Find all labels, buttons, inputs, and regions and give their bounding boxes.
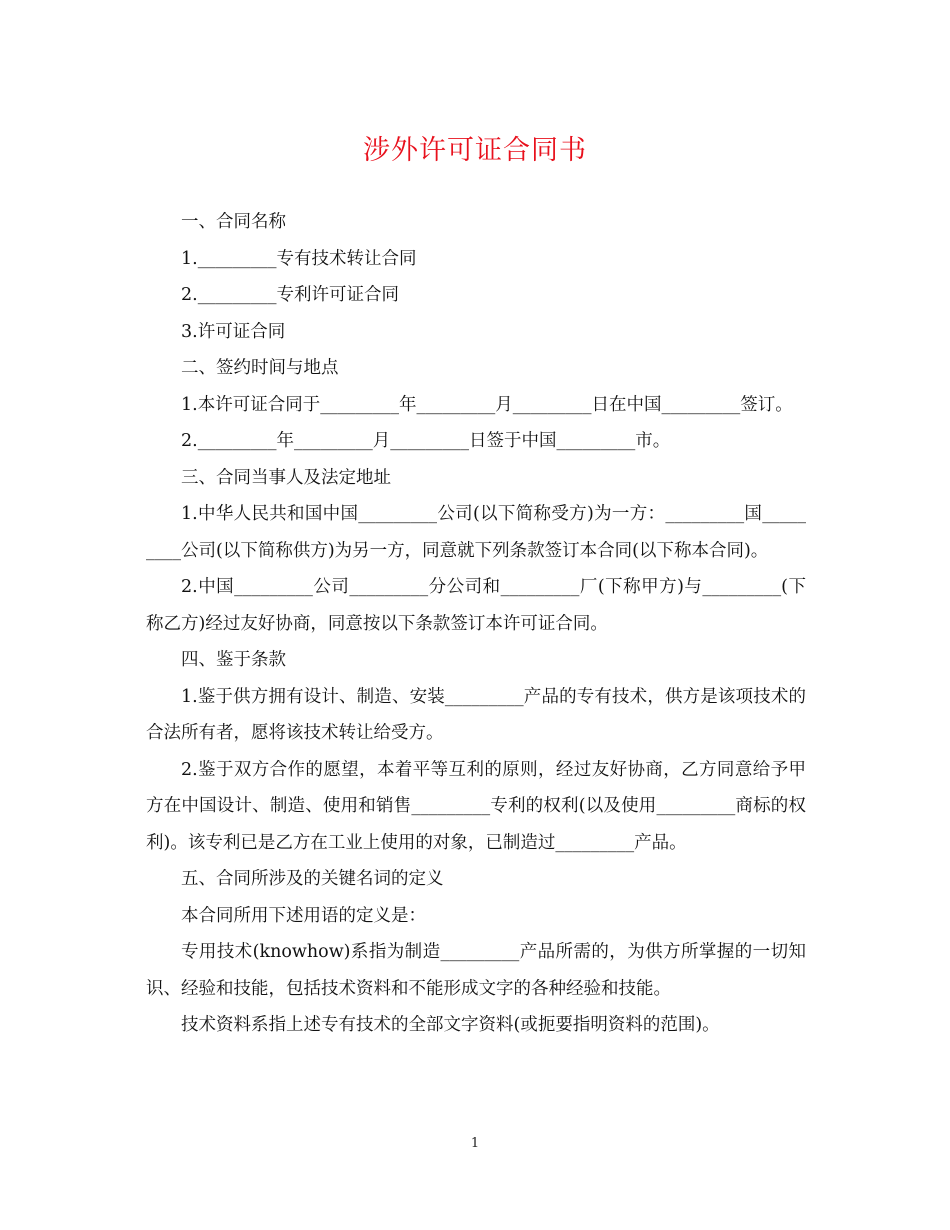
section-heading-parties: 三、合同当事人及法定地址: [181, 467, 391, 488]
section-heading-recitals: 四、鉴于条款: [181, 650, 286, 670]
paragraph: 2.中国_________公司_________分公司和_________厂(下称甲方)与_________(下称乙方)经过友好协商，同意按以下条款签订本许可证合同。: [146, 577, 806, 634]
paragraph: 1.本许可证合同于_________年_________月_________日在中国_________签订。: [181, 394, 793, 415]
paragraph: 3.许可证合同: [181, 321, 286, 342]
section-heading-signing-time-place: 二、签约时间与地点: [181, 358, 339, 378]
paragraph: 2._________年_________月_________日签于中国_________市。: [181, 431, 671, 451]
page-number: 1: [470, 1136, 480, 1151]
section-heading-definitions: 五、合同所涉及的关键名词的定义: [181, 869, 444, 889]
paragraph: 2._________专利许可证合同: [181, 285, 399, 305]
paragraph: 1._________专有技术转让合同: [181, 248, 417, 269]
document-body: [146, 204, 806, 1044]
paragraph: 2.鉴于双方合作的愿望，本着平等互利的原则，经过友好协商，乙方同意给予甲方在中国设计、制造、使用和销售_________专利的权利(以及使用_________商标的权利)。该专利已是乙方在工业上使用的对象，已制造过_________产品。: [146, 759, 806, 853]
paragraph: 本合同所用下述用语的定义是：: [181, 905, 426, 926]
paragraph: 专用技术(knowhow)系指为制造_________产品所需的，为供方所掌握的一切知识、经验和技能，包括技术资料和不能形成文字的各种经验和技能。: [146, 942, 806, 999]
paragraph: 1.鉴于供方拥有设计、制造、安装_________产品的专有技术，供方是该项技术的合法所有者，愿将该技术转让给受方。: [146, 686, 806, 743]
document-title: 涉外许可证合同书: [363, 135, 587, 166]
paragraph: 1.中华人民共和国中国_________公司(以下简称受方)为一方：_________国_________公司(以下简称供方)为另一方，同意就下列条款签订本合同(以下称本合同)。: [146, 504, 806, 561]
section-heading-contract-name: 一、合同名称: [181, 212, 286, 232]
paragraph: 技术资料系指上述专有技术的全部文字资料(或扼要指明资料的范围)。: [181, 1015, 720, 1035]
